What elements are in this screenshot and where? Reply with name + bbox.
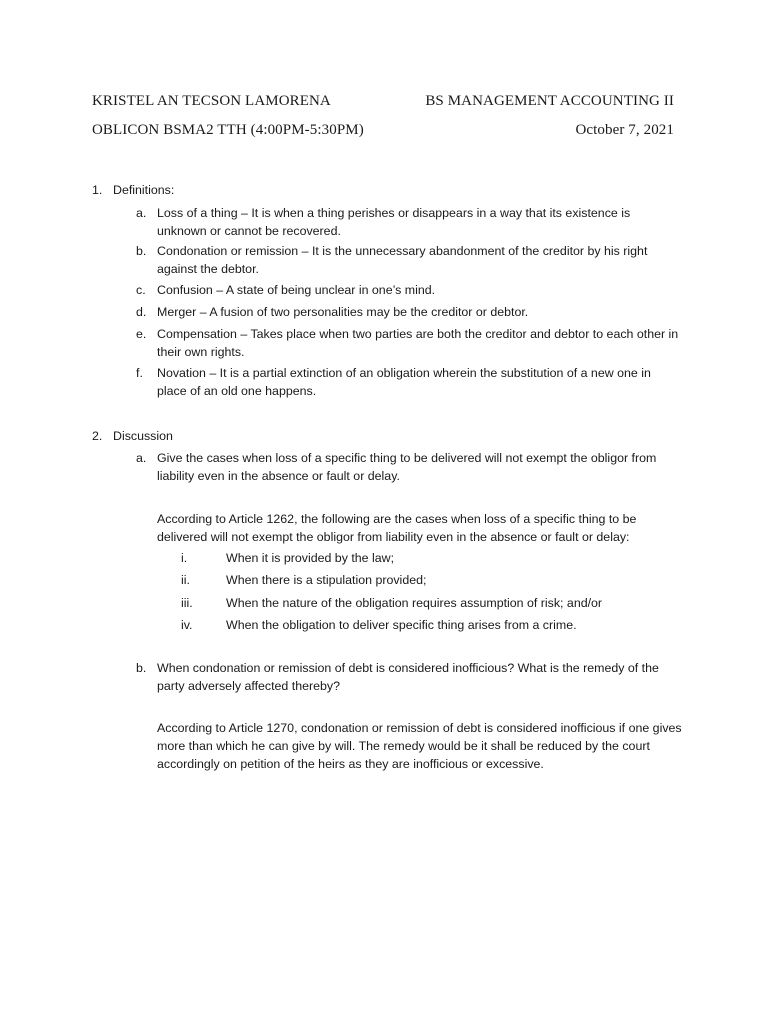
list-item xyxy=(181,616,577,634)
program-name: BS MANAGEMENT ACCOUNTING II xyxy=(425,93,674,109)
list-item xyxy=(181,594,602,612)
section-title: Definitions: xyxy=(113,183,175,197)
section-number: 1. xyxy=(92,183,103,197)
section-2-heading xyxy=(92,427,692,445)
list-text: When there is a stipulation provided; xyxy=(226,573,427,587)
section-1-heading xyxy=(92,181,692,199)
list-numeral: iv. xyxy=(181,618,193,632)
question-text: When condonation or remission of debt is considered inofficious? What is the remedy of the party adversely affected thereby? xyxy=(157,661,659,693)
list-item xyxy=(181,571,426,589)
item-letter: b. xyxy=(136,244,147,258)
list-item xyxy=(181,549,394,567)
header-row-1 xyxy=(92,93,674,110)
definition-item xyxy=(136,281,681,299)
list-numeral: iii. xyxy=(181,596,193,610)
list-text: When the obligation to deliver specific thing arises from a crime. xyxy=(226,618,577,632)
list-text: When the nature of the obligation requires assumption of risk; and/or xyxy=(226,596,603,610)
definition-item xyxy=(136,303,681,321)
item-text: Loss of a thing – It is when a thing perishes or disappears in a way that its existence is unknown or cannot be recovered. xyxy=(157,206,631,238)
document-date: October 7, 2021 xyxy=(575,122,674,138)
item-text: Compensation – Takes place when two parties are both the creditor and debtor to each other in their own rights. xyxy=(157,327,679,359)
discussion-question xyxy=(136,659,681,695)
definition-item xyxy=(136,364,681,400)
discussion-question xyxy=(136,449,681,485)
list-numeral: i. xyxy=(181,551,188,565)
item-text: Novation – It is a partial extinction of an obligation wherein the substitution of a new one in place of an old one happens. xyxy=(157,366,651,398)
section-number: 2. xyxy=(92,429,103,443)
item-letter: f. xyxy=(136,366,143,380)
item-letter: c. xyxy=(136,283,146,297)
item-text: Condonation or remission – It is the unnecessary abandonment of the creditor by his right against the debtor. xyxy=(157,244,648,276)
item-letter: a. xyxy=(136,206,147,220)
definition-item xyxy=(136,204,681,240)
list-text: When it is provided by the law; xyxy=(226,551,395,565)
item-letter: a. xyxy=(136,451,147,465)
definition-item xyxy=(136,242,681,278)
item-letter: e. xyxy=(136,327,147,341)
list-numeral: ii. xyxy=(181,573,190,587)
item-text: Merger – A fusion of two personalities may be the creditor or debtor. xyxy=(157,305,529,319)
answer-paragraph: According to Article 1262, the following are the cases when loss of a specific thing to be delivered will not exempt the obligor from liability even in the absence or fault or delay: xyxy=(157,512,637,544)
question-text: Give the cases when loss of a specific thing to be delivered will not exempt the obligor from liability even in the absence or fault or delay. xyxy=(157,451,657,483)
student-name: KRISTEL AN TECSON LAMORENA xyxy=(92,93,331,109)
course-schedule: OBLICON BSMA2 TTH (4:00PM-5:30PM) xyxy=(92,122,364,138)
header-row-2 xyxy=(92,122,674,139)
item-letter: d. xyxy=(136,305,147,319)
item-text: Confusion – A state of being unclear in one’s mind. xyxy=(157,283,436,297)
section-title: Discussion xyxy=(113,429,173,443)
answer-paragraph: According to Article 1270, condonation or remission of debt is considered inofficious if one gives more than which he can give by will. The remedy would be it shall be reduced by the court accordingly on petition of the heirs as they are inofficious or excessive. xyxy=(157,721,682,771)
item-letter: b. xyxy=(136,661,147,675)
definition-item xyxy=(136,325,681,361)
